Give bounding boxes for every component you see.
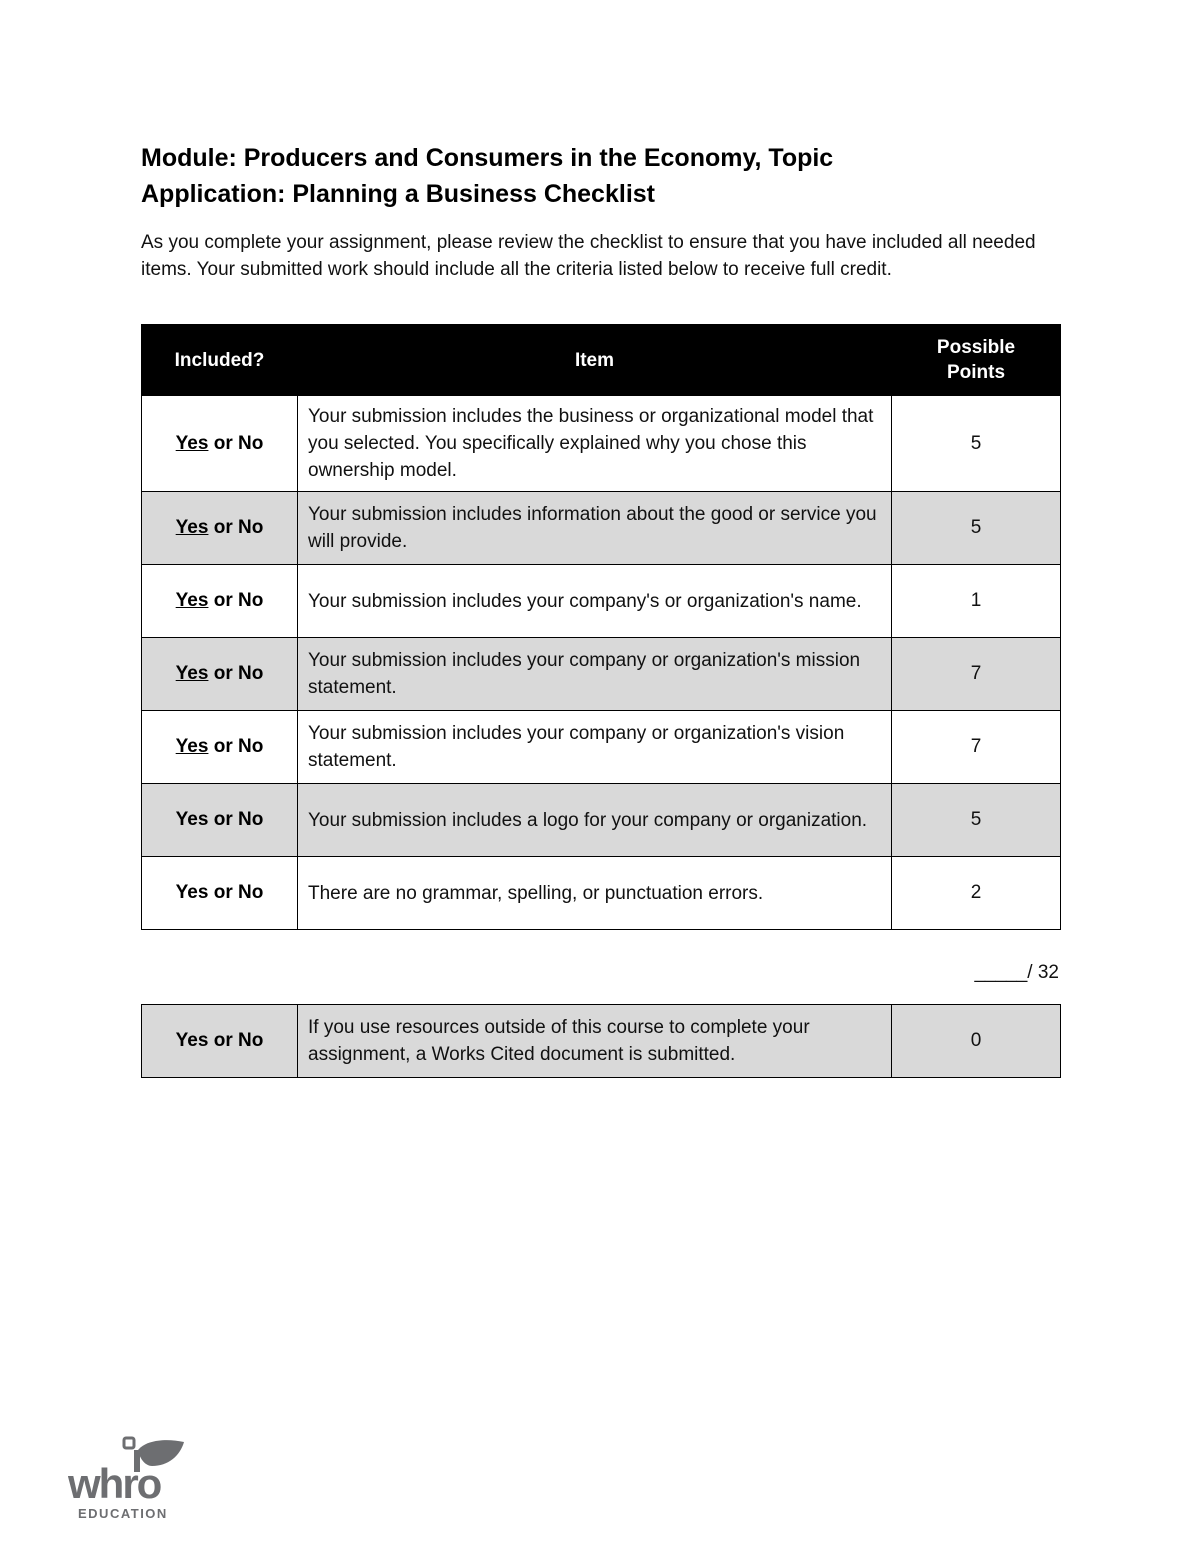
included-cell	[142, 784, 298, 857]
yes-option: Yes	[175, 1030, 209, 1051]
item-cell: If you use resources outside of this course to complete your assignment, a Works Cited document is submitted.	[298, 1005, 892, 1078]
yes-option: Yes	[175, 809, 209, 830]
table-row	[142, 711, 1061, 784]
table-row	[142, 565, 1061, 638]
included-cell	[142, 565, 298, 638]
item-cell: There are no grammar, spelling, or punctuation errors.	[298, 857, 892, 930]
or-no-option: or No	[208, 809, 264, 830]
table-row	[142, 784, 1061, 857]
intro-paragraph: As you complete your assignment, please review the checklist to ensure that you have included all needed items. Your submitted work should include all the criteria listed below to receive full credit.	[141, 232, 1036, 280]
or-no-option: or No	[208, 663, 264, 684]
yes-option: Yes	[175, 882, 209, 903]
table-row	[142, 396, 1061, 492]
header-included: Included?	[142, 325, 298, 396]
yes-option: Yes	[175, 663, 209, 684]
points-cell: 7	[892, 638, 1061, 711]
item-cell: Your submission includes your company or organization's mission statement.	[298, 638, 892, 711]
item-cell: Your submission includes information about the good or service you will provide.	[298, 492, 892, 565]
points-cell: 0	[892, 1005, 1061, 1078]
header-possible-points	[892, 325, 1061, 396]
whro-education-logo	[68, 1430, 188, 1525]
title-line-1: Module: Producers and Consumers in the Economy, Topic	[141, 144, 834, 172]
header-item: Item	[298, 325, 892, 396]
item-cell: Your submission includes a logo for your company or organization.	[298, 784, 892, 857]
logo-wordmark: whro	[68, 1460, 161, 1507]
title-line-2: Application: Planning a Business Checklist	[141, 180, 655, 208]
included-cell	[142, 638, 298, 711]
or-no-option: or No	[208, 432, 264, 454]
points-cell: 5	[892, 492, 1061, 565]
yes-option: Yes	[175, 432, 209, 454]
table-row	[142, 492, 1061, 565]
table-row	[142, 638, 1061, 711]
item-cell: Your submission includes your company's or organization's name.	[298, 565, 892, 638]
table-header-row	[142, 325, 1061, 396]
item-cell: Your submission includes the business or organizational model that you selected. You specifically explained why you chose this ownership model.	[298, 396, 892, 492]
total-score: _____/ 32	[974, 962, 1059, 983]
table-row	[142, 1005, 1061, 1078]
points-cell: 5	[892, 396, 1061, 492]
included-cell	[142, 492, 298, 565]
item-cell: Your submission includes your company or organization's vision statement.	[298, 711, 892, 784]
points-cell: 2	[892, 857, 1061, 930]
or-no-option: or No	[208, 736, 264, 757]
yes-option: Yes	[175, 736, 209, 757]
or-no-option: or No	[208, 1030, 264, 1051]
header-points-line-1: Possible	[936, 337, 1016, 358]
yes-option: Yes	[175, 517, 209, 538]
checklist-table	[141, 324, 1061, 930]
or-no-option: or No	[208, 882, 264, 903]
included-cell	[142, 1005, 298, 1078]
included-cell	[142, 396, 298, 492]
or-no-option: or No	[208, 590, 264, 611]
included-cell	[142, 711, 298, 784]
logo-subtitle: EDUCATION	[78, 1506, 168, 1521]
included-cell	[142, 857, 298, 930]
or-no-option: or No	[208, 517, 264, 538]
works-cited-table	[141, 1004, 1061, 1078]
header-points-line-2: Points	[946, 362, 1006, 383]
table-row	[142, 857, 1061, 930]
points-cell: 5	[892, 784, 1061, 857]
square-icon	[124, 1438, 134, 1448]
points-cell: 1	[892, 565, 1061, 638]
points-cell: 7	[892, 711, 1061, 784]
page-title	[141, 140, 1061, 212]
yes-option: Yes	[175, 590, 209, 611]
